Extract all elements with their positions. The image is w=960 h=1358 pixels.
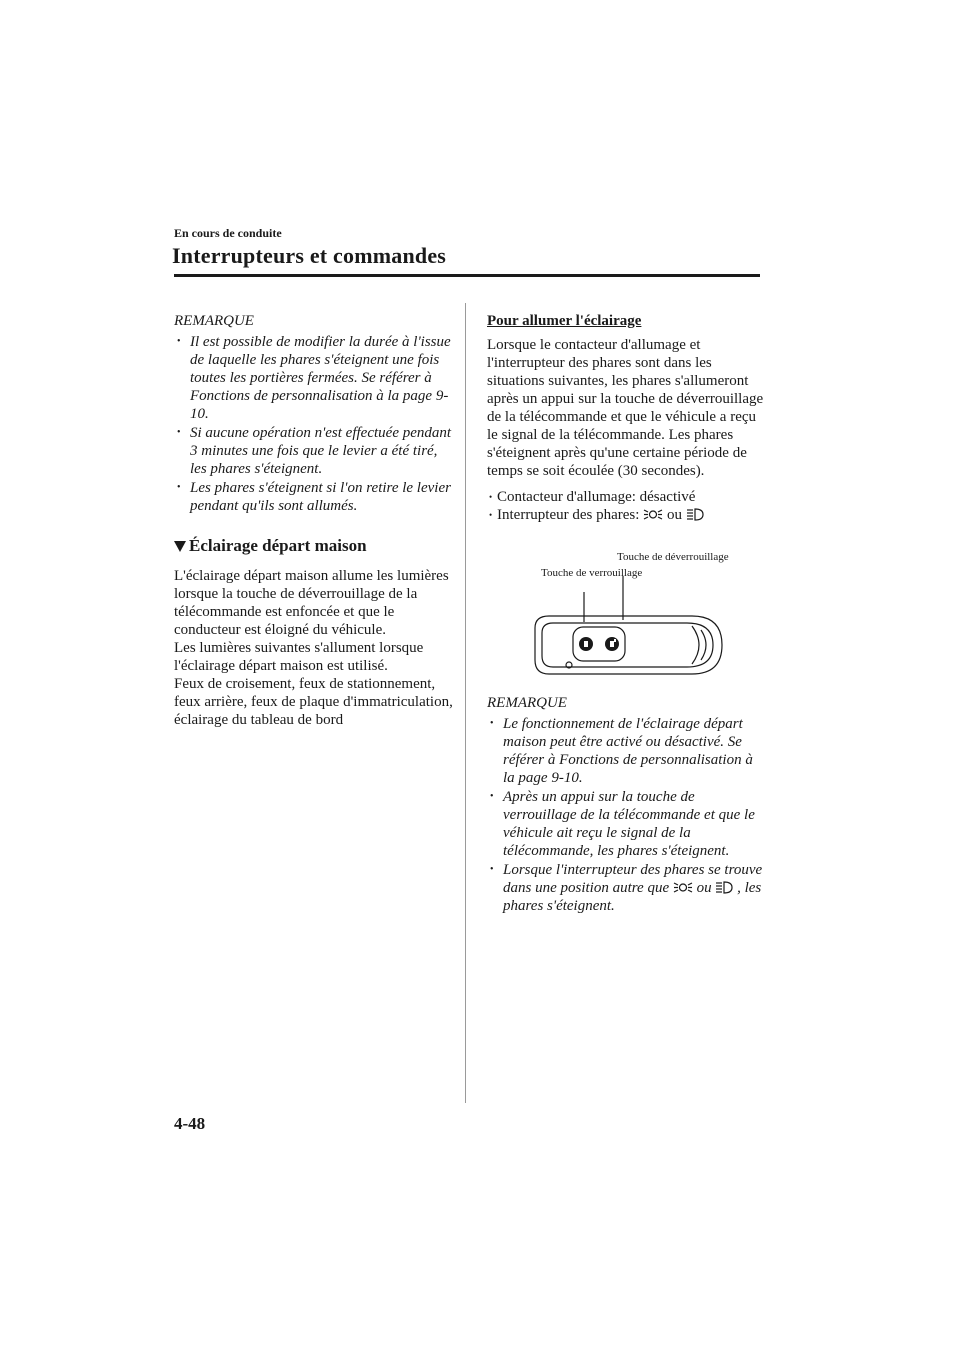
right-column <box>487 312 767 916</box>
headlight-icon <box>715 881 733 894</box>
paragraph: Les lumières suivantes s'allument lorsque l'éclairage départ maison est utilisé. <box>174 640 424 674</box>
unlock-button-label: Touche de déverrouillage <box>617 551 729 563</box>
note-item: • Après un appui sur la touche de verrouillage de la télécommande et que le véhicule ait reçu le signal de la télécommande, les phares s'éteignent. <box>487 788 767 860</box>
condition-item <box>487 506 767 524</box>
note-list <box>487 715 767 915</box>
lock-button-label: Touche de verrouillage <box>541 567 643 579</box>
note-item <box>487 861 767 915</box>
condition-item: • Contacteur d'allumage: désactivé <box>487 488 767 506</box>
left-column <box>174 312 454 729</box>
paragraph: L'éclairage départ maison allume les lumières lorsque la touche de déverrouillage de la télécommande est enfoncée et que le conducteur est éloigné du véhicule. <box>174 568 449 638</box>
chapter-title: Interrupteurs et commandes <box>172 243 447 268</box>
remote-key-drawing <box>487 534 767 684</box>
condition-list <box>487 488 767 524</box>
paragraph: Lorsque le contacteur d'allumage et l'interrupteur des phares sont dans les situations suivantes, les phares s'allumeront après un appui sur la touche de déverrouillage de la télécommande et que le véhicule a reçu le signal de la télécommande. Les phares s'éteignent après qu'une certaine période de temps se soit écoulée (30 secondes). <box>487 337 764 479</box>
note-title: REMARQUE <box>487 695 567 711</box>
parking-light-icon <box>673 881 693 894</box>
section-heading <box>174 537 454 555</box>
note-item: • Il est possible de modifier la durée à l'issue de laquelle les phares s'éteignent une fois toutes les portières fermées. Se référer à Fonctions de personnalisation à la page 9-10. <box>174 333 454 423</box>
note-item: • Le fonctionnement de l'éclairage départ maison peut être activé ou désactivé. Se référer à Fonctions de personnalisation à la page 9-10. <box>487 715 767 787</box>
paragraph: Feux de croisement, feux de stationnement, feux arrière, feux de plaque d'immatriculation, éclairage du tableau de bord <box>174 676 453 728</box>
parking-light-icon <box>643 508 663 521</box>
section-heading-text: Éclairage départ maison <box>189 536 367 555</box>
unlock-button-icon <box>605 637 619 651</box>
condition-text: Interrupteur des phares: <box>497 507 644 523</box>
page-number: 4-48 <box>174 1114 206 1133</box>
note-list <box>174 333 454 515</box>
condition-text: ou <box>666 507 686 523</box>
note-text: , les phares s'éteignent. <box>503 880 762 914</box>
note-text: Lorsque l'interrupteur des phares se trouve dans une position autre que <box>503 862 763 896</box>
header-rule <box>174 274 760 277</box>
note-title: REMARQUE <box>174 313 254 329</box>
note-text: ou <box>696 880 716 896</box>
lock-button-icon <box>579 637 593 651</box>
subsection-heading: Pour allumer l'éclairage <box>487 313 642 329</box>
headlight-icon <box>686 508 704 521</box>
triangle-down-icon <box>174 541 186 552</box>
column-divider <box>465 303 466 1103</box>
remote-key-figure <box>487 534 767 684</box>
section-label: En cours de conduite <box>174 226 282 240</box>
note-item: • Les phares s'éteignent si l'on retire le levier pendant qu'ils sont allumés. <box>174 479 454 515</box>
note-item: • Si aucune opération n'est effectuée pendant 3 minutes une fois que le levier a été tiré, les phares s'éteignent. <box>174 424 454 478</box>
